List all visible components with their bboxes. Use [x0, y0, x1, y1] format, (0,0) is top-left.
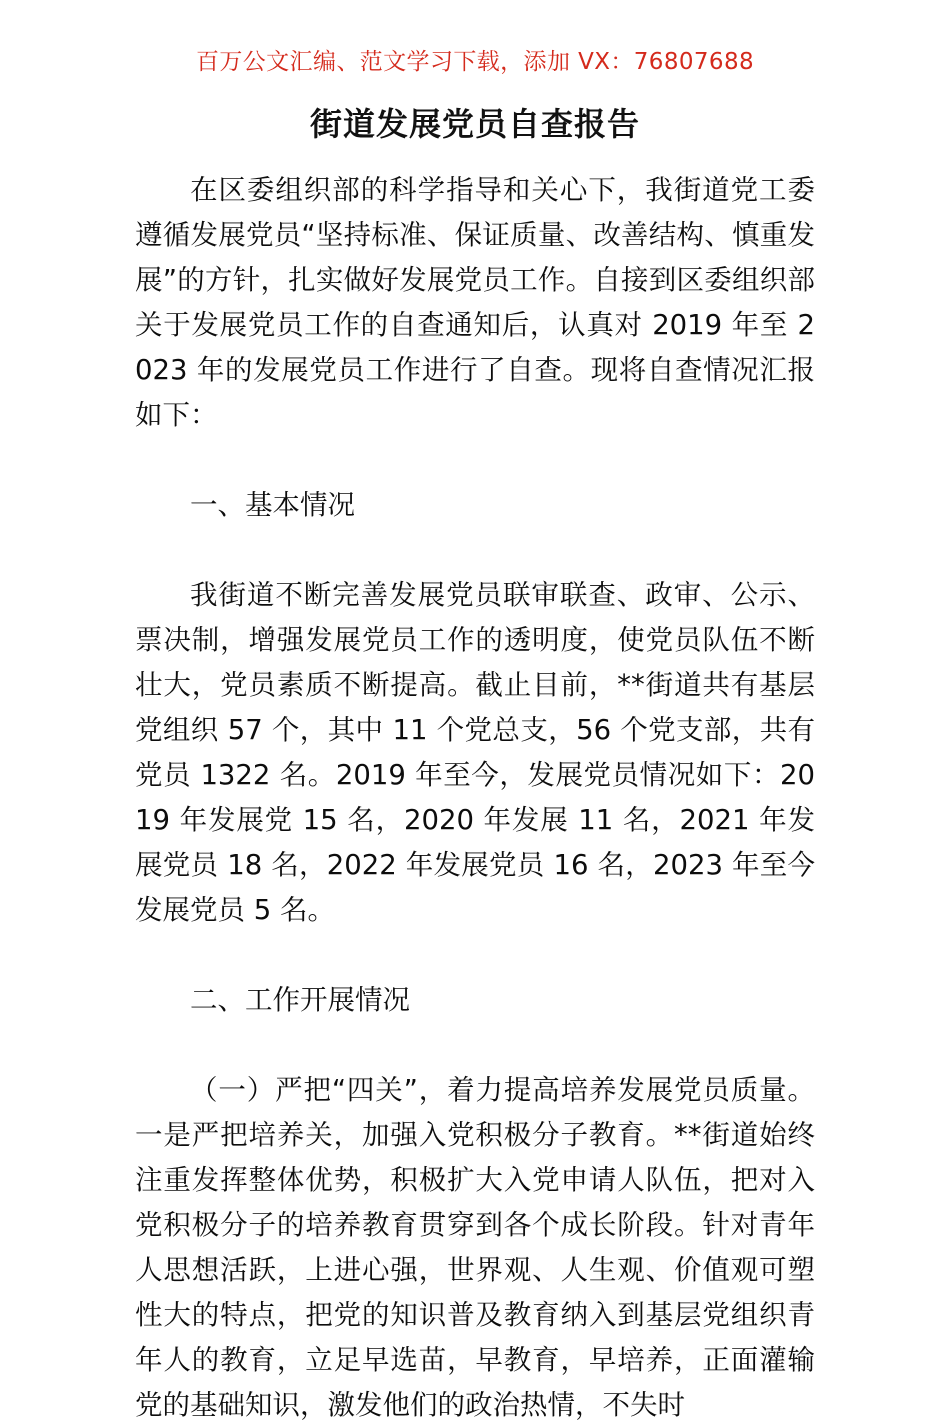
section-heading-two: 二、工作开展情况 [190, 984, 410, 1016]
promo-header-text: 百万公文汇编、范文学习下载，添加 VX：76807688 [195, 49, 755, 75]
section-heading-one: 一、基本情况 [190, 489, 355, 521]
document-title: 街道发展党员自查报告 [309, 105, 640, 143]
paragraph-section-one-body: 我街道不断完善发展党员联审联查、政审、公示、票决制，增强发展党员工作的透明度，使党员队伍不断壮大，党员素质不断提高。截止目前，**街道共有基层党组织 57 个，其中 11 个党总支，56 个党支部，共有党员 1322 名。2019 年至今，发展党员情况如下：2019 年发展党 15 名，2020 年发展 11 名，2021 年发展党员 18 名，2022 年发展党员 16 名，2023 年至今发展党员 5 名。 [135, 579, 815, 926]
paragraph-spacer [135, 528, 815, 573]
paragraph-intro: 在区委组织部的科学指导和关心下，我街道党工委遵循发展党员“坚持标准、保证质量、改善结构、慎重发展”的方针，扎实做好发展党员工作。自接到区委组织部关于发展党员工作的自查通知后，认真对 2019 年至 2023 年的发展党员工作进行了自查。现将自查情况汇报如下： [135, 174, 815, 431]
paragraph-spacer [135, 438, 815, 483]
paragraph-section-two-item-one: （一）严把“四关”，着力提高培养发展党员质量。一是严把培养关，加强入党积极分子教育。**街道始终注重发挥整体优势，积极扩大入党申请人队伍，把对入党积极分子的培养教育贯穿到各个成长阶段。针对青年人思想活跃，上进心强，世界观、人生观、价值观可塑性大的特点，把党的知识普及教育纳入到基层党组织青年人的教育，立足早选苗，早教育，早培养，正面灌输党的基础知识，激发他们的政治热情，不失时 [135, 1074, 815, 1421]
paragraph-spacer [135, 933, 815, 978]
document-body [135, 168, 815, 1428]
paragraph-spacer [135, 1023, 815, 1068]
